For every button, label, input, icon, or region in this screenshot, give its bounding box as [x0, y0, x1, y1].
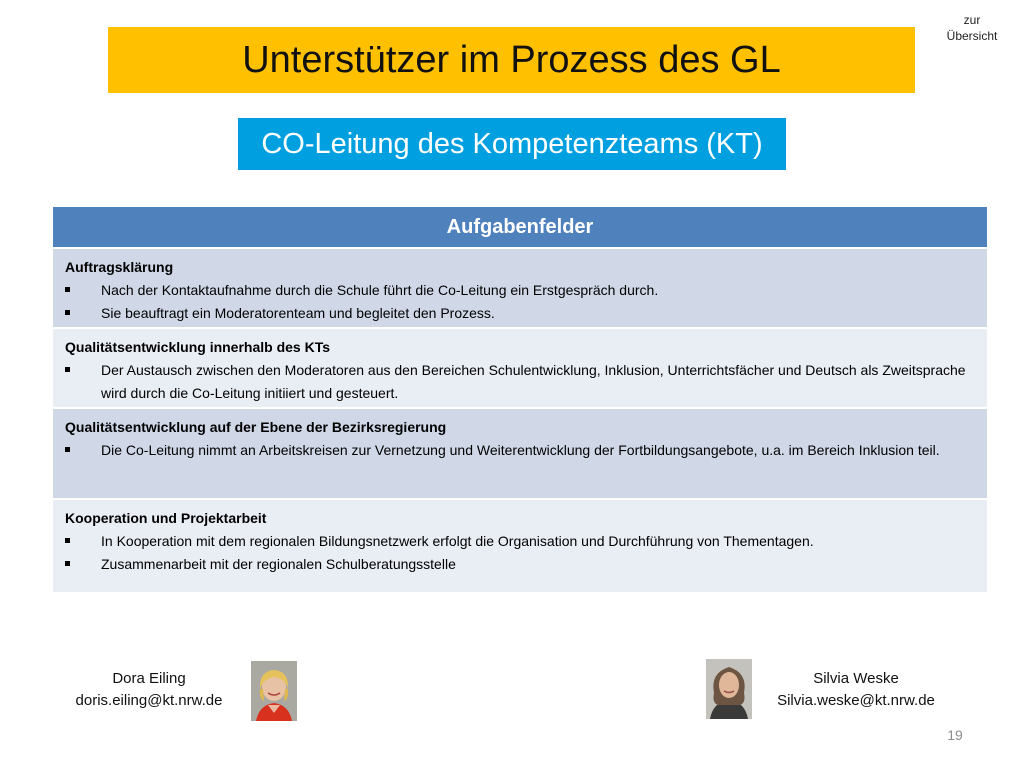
page-title: Unterstützer im Prozess des GL: [242, 38, 781, 81]
bullet-marker-icon: [65, 447, 70, 452]
table-row-qualitaet-kt: [53, 329, 987, 409]
subtitle-box: [238, 118, 786, 170]
bullet-item: [65, 279, 975, 302]
bullet-list: [65, 279, 975, 325]
bullet-text: In Kooperation mit dem regionalen Bildungsnetzwerk erfolgt die Organisation und Durchführung von Thementagen.: [101, 533, 814, 549]
bullet-marker-icon: [65, 538, 70, 543]
bullet-marker-icon: [65, 310, 70, 315]
task-table: [53, 207, 987, 592]
contact-left: [58, 668, 240, 712]
row-title: Qualitätsentwicklung innerhalb des KTs: [65, 339, 331, 355]
overview-link-line1[interactable]: zur: [963, 13, 981, 27]
bullet-item: [65, 302, 975, 325]
row-title: Qualitätsentwicklung auf der Ebene der Bezirksregierung: [65, 419, 447, 435]
row-title: Kooperation und Projektarbeit: [65, 510, 267, 526]
contact-name: Silvia Weske: [813, 670, 899, 687]
row-title: Auftragsklärung: [65, 259, 174, 275]
contact-name: Dora Eiling: [112, 670, 186, 687]
overview-link[interactable]: [936, 12, 1008, 44]
title-banner: [108, 27, 915, 93]
table-header: Aufgabenfelder: [53, 207, 987, 249]
table-row-auftragsklaerung: [53, 249, 987, 329]
contact-email[interactable]: Silvia.weske@kt.nrw.de: [777, 692, 935, 709]
bullet-text: Sie beauftragt ein Moderatorenteam und begleitet den Prozess.: [101, 305, 495, 321]
bullet-marker-icon: [65, 561, 70, 566]
contact-email[interactable]: doris.eiling@kt.nrw.de: [75, 692, 223, 709]
bullet-list: [65, 359, 975, 405]
portrait-icon: [706, 659, 752, 719]
bullet-list: [65, 530, 975, 576]
contact-right: [766, 668, 946, 712]
bullet-text: Der Austausch zwischen den Moderatoren aus den Bereichen Schulentwicklung, Inklusion, Unterrichtsfächer und Deutsch als Zweitsprache wird durch die Co-Leitung initiiert und gesteuert.: [101, 362, 966, 401]
bullet-item: [65, 359, 975, 405]
bullet-item: [65, 530, 975, 553]
bullet-text: Die Co-Leitung nimmt an Arbeitskreisen zur Vernetzung und Weiterentwicklung der Fortbildungsangebote, u.a. im Bereich Inklusion teil.: [101, 442, 940, 458]
page-number: 19: [947, 727, 963, 743]
table-row-kooperation: [53, 500, 987, 592]
contact-photo-left: [251, 661, 297, 721]
bullet-text: Zusammenarbeit mit der regionalen Schulberatungsstelle: [101, 556, 456, 572]
page-subtitle: CO-Leitung des Kompetenzteams (KT): [261, 127, 763, 160]
portrait-icon: [251, 661, 297, 721]
table-row-qualitaet-bezirksregierung: [53, 409, 987, 500]
bullet-item: [65, 439, 975, 462]
contact-photo-right: [706, 659, 752, 719]
bullet-marker-icon: [65, 287, 70, 292]
bullet-text: Nach der Kontaktaufnahme durch die Schule führt die Co-Leitung ein Erstgespräch durch.: [101, 282, 659, 298]
bullet-list: [65, 439, 975, 462]
overview-link-line2[interactable]: Übersicht: [946, 29, 998, 43]
bullet-marker-icon: [65, 367, 70, 372]
bullet-item: [65, 553, 975, 576]
